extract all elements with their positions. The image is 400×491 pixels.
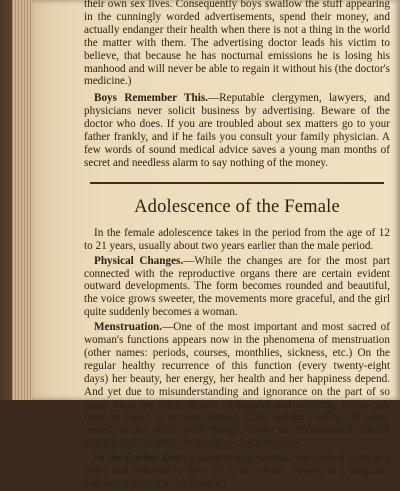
earlier-days-lead: In the Earlier Days (94, 452, 186, 465)
boys-remember-lead: Boys Remember This. (94, 92, 208, 105)
physical-changes-paragraph (84, 255, 390, 320)
earlier-days-text: a menstruating woman was looked upon as a witch and believed to have all of the mystic powers of a magician and was a person to be shunned. (84, 452, 391, 490)
physical-changes-lead: Physical Changes. (94, 254, 184, 267)
menstruation-lead: Menstruation. (94, 321, 163, 334)
opening-paragraph: their own sex lives. Consequently boys swallow the stuff appearing in the cunningly worded advertisements, spend their money, and actually endanger their health when there is not a thing in the world the matter with them. The advertising doctor leads his victim to believe, that because he has nocturnal emissions he is losing his manhood and will never be able to regain it without his (the doctor's medicine.) (84, 0, 390, 88)
section-title: Adolescence of the Female (134, 196, 340, 217)
menstruation-paragraph (84, 321, 390, 450)
physical-changes-text: —While the changes are for the most part connected with the reproductive organs there are certain evident outward developments. The form becomes rounded and beautiful, the voice grows sweeter, the movements more graceful, and the girl quite suddenly becomes a woman. (84, 254, 390, 319)
page-edges (12, 0, 34, 400)
earlier-days-paragraph (84, 452, 390, 491)
intro-paragraph: In the female adolescence takes in the period from the age of 12 to 21 years, usually about two years earlier than the male period. (84, 226, 390, 252)
menstruation-text: —One of the most important and most sacred of woman's functions appears now in the phenomena of menstruation (other names: periods, courses, monthlies, sickness, etc.) On the regular healthy recurrence of this function (every twenty-eight days) her beauty, her energy, her health and her happiness depend. And yet due to misunderstanding and ignorance on the part of so many these are often periods of anguish and suffering. Great care must be taken to prevent fatigue, chill, sudden cooling off when heated, or any other quick change. Under no circumstances should any attempt whatever be made to check the flow. (84, 321, 390, 450)
boys-remember-text: —Reputable clergymen, lawyers, and physicians never solicit business by advertising. Beware of the doctor who does. If you are troubled about sex matters go to your father frankly, and if he fails you consult your family physician. A few words of sound medical advice saves a young man months of secret and needless alarm to say nothing of the money. (84, 92, 390, 169)
boys-remember-paragraph (84, 92, 390, 169)
section-divider (90, 182, 384, 184)
page-text (84, 0, 390, 491)
